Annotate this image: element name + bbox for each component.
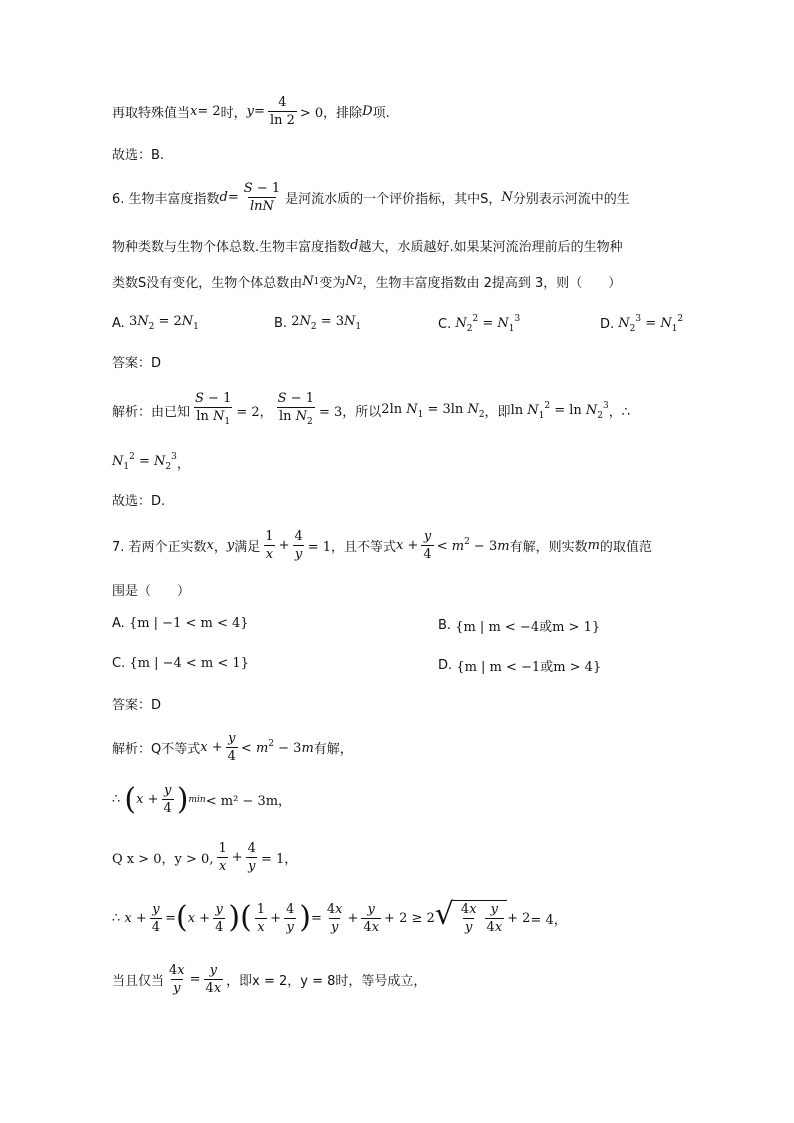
text: 时， — [220, 106, 247, 121]
text: 围是（ ） — [112, 584, 191, 599]
math-text: = 2， — [236, 405, 273, 420]
q6-line-2 — [112, 236, 692, 255]
text: 是河流水质的一个评价指标，其中S， — [285, 192, 502, 207]
therefore-symbol: ∴ — [112, 792, 121, 807]
math-var: x — [190, 104, 198, 119]
option-letter: D. — [438, 658, 453, 673]
math-var: N — [345, 274, 357, 289]
option-value: {m | m < −4或m > 1} — [455, 620, 601, 635]
text: 有解，则实数 — [509, 540, 588, 555]
math-expr: 2ln $N_1 = 3\ln$ $N_2$ — [381, 401, 485, 420]
fraction: $\frac{y}{4x}$ — [205, 963, 222, 996]
fraction: $\frac{y}{4x}$ — [363, 901, 380, 935]
denominator: $\ln N_2$ — [277, 407, 315, 431]
q6-option-b[interactable] — [274, 314, 361, 332]
square-root: √ $\frac{4x}{y}$ $\frac{y}{4x}$ — [435, 900, 507, 936]
q7-solution-line-1 — [112, 730, 692, 765]
option-letter: A. — [112, 616, 125, 631]
text: 答案：D — [112, 698, 162, 713]
text: 类数S没有变化，生物个体总数由 — [112, 276, 303, 291]
math-text: = 4， — [530, 912, 567, 928]
text: 越大，水质越好.如果某河流治理前后的生物种 — [358, 240, 623, 255]
fraction: $\frac{y}{4}$ — [227, 731, 236, 764]
q6-line-1 — [112, 180, 692, 215]
option-value: {m | m < −1或m > 4} — [456, 660, 602, 675]
fraction: $\frac{1}{x}$ — [265, 529, 274, 562]
math-var: D — [362, 104, 373, 119]
math-var: y — [246, 104, 255, 119]
fraction: $\frac{4x}{y}$ — [326, 901, 343, 935]
fraction: $\frac{1}{x}$ — [218, 841, 227, 874]
subscript: 2 — [356, 276, 363, 287]
q7-line-2 — [112, 580, 692, 599]
q6-solution-line-2 — [112, 452, 692, 472]
q6-answer — [112, 352, 692, 371]
text: 当且仅当 — [112, 974, 165, 989]
text: ，生物丰富度指数由 2提高到 3，则（ ） — [362, 276, 622, 291]
q6-option-a[interactable] — [112, 314, 199, 332]
text: 满足 — [234, 540, 261, 555]
q7-solution-line-4: ∴ x + $\frac{y}{4}$ = ( x + $\frac{y}{4}$ ) ( $\frac{1}{x}$ + $\frac{4}{y}$ ) = $\frac{4x}{y}$ + $\frac{y}{4x}$ + 2 ≥ 2 √ $\frac{4x}{y}$ $\frac{y}{4x}$ + 2 = 4， — [112, 897, 567, 935]
text: ，∴ — [608, 405, 631, 420]
text: 有解， — [313, 742, 353, 757]
q7-solution-line-2: ∴ ( x + $\frac{y}{4}$ ) min < m² − 3m， — [112, 781, 292, 817]
text: ， — [176, 456, 190, 472]
text: ， — [213, 540, 227, 555]
fraction: $\frac{y}{4}$ — [151, 901, 161, 935]
text: 7. 若两个正实数 — [112, 540, 207, 555]
text: 变为 — [319, 276, 346, 291]
math-text: − 1 — [252, 181, 281, 196]
text: 项. — [372, 106, 390, 121]
fraction — [242, 180, 282, 215]
text: 故选：B. — [112, 148, 165, 163]
fraction: $\frac{4}{y}$ — [294, 529, 303, 562]
fraction: $\frac{y}{4}$ — [423, 529, 432, 562]
q6-option-c[interactable] — [438, 314, 520, 334]
fraction — [276, 390, 316, 431]
math-expr: < $m^2 - 3m$ — [240, 739, 314, 756]
text: 再取特殊值当 — [112, 106, 191, 121]
option-letter: C. — [438, 316, 452, 332]
q7-option-c[interactable] — [112, 656, 249, 671]
option-math: $3N_2 = 2N_1$ — [128, 314, 199, 332]
option-math: $2N_2 = 3N_1$ — [291, 314, 362, 332]
math-text: < m² − 3m， — [205, 794, 292, 809]
fraction — [268, 94, 297, 129]
math-var: N — [501, 190, 513, 205]
text-line-special-value — [112, 94, 692, 129]
fraction: $\frac{4x}{y}$ — [169, 963, 185, 996]
math-expr: x + — [200, 740, 223, 755]
therefore-symbol: ∴ — [112, 910, 121, 926]
fraction: $\frac{1}{x}$ — [256, 901, 266, 935]
q6-line-3 — [112, 272, 692, 291]
math-text: = 2 — [197, 104, 221, 119]
q7-answer — [112, 694, 692, 713]
text: ，即x = 2，y = 8时，等号成立， — [226, 974, 427, 989]
q6-conclusion — [112, 490, 692, 509]
math-var: S — [243, 181, 253, 196]
text: 6. 生物丰富度指数 — [112, 192, 220, 207]
option-letter: D. — [600, 316, 615, 332]
math-text: > 0，排除 — [299, 106, 363, 121]
numerator: 4 — [278, 95, 287, 110]
math-expr: $\ln N_1^2 = \ln N_2^3$ — [510, 400, 609, 421]
denominator: $\ln N_1$ — [194, 407, 232, 431]
q6-option-d[interactable] — [600, 314, 683, 334]
q6-solution-line-1 — [112, 390, 692, 431]
math-text: = 3，所以 — [319, 405, 382, 420]
q7-solution-line-5: 当且仅当 $\frac{4x}{y}$ = $\frac{y}{4x}$ ，即x = 2，y = 8时，等号成立， — [112, 963, 427, 996]
subscript-min: min — [188, 794, 206, 805]
math-var: m — [587, 538, 600, 553]
math-expr: x + — [396, 538, 419, 553]
text: 分别表示河流中的生 — [512, 192, 630, 207]
math-text: Q x > 0，y > 0, — [112, 852, 214, 867]
denominator: lnN — [250, 199, 274, 214]
text: 的取值范 — [599, 540, 652, 555]
q7-option-d[interactable] — [438, 656, 601, 675]
fraction: $\frac{4}{y}$ — [247, 841, 256, 874]
math-var: d — [350, 238, 359, 253]
math-var: y — [226, 538, 235, 553]
fraction: $\frac{y}{4}$ — [163, 783, 172, 816]
option-letter: A. — [112, 315, 125, 331]
text: 解析： — [112, 742, 152, 757]
option-math: $N_2^3 = N_1^2$ — [618, 314, 684, 334]
option-value: {m | −4 < m < 1} — [129, 656, 249, 671]
math-expr: < $m^2 - 3m$ — [436, 537, 510, 554]
math-text: = — [254, 104, 265, 119]
text-line-choose-b — [112, 144, 692, 163]
q7-line-1: 7. 若两个正实数 x ， y 满足 $\frac{1}{x}$ + $\frac{4}{y}$ = 1，且不等式 x + $\frac{y}{4}$ < $m^2 - 3m$ 有解，则实数 m 的取值范 — [112, 529, 652, 562]
math-var: N — [302, 274, 314, 289]
option-letter: C. — [112, 656, 126, 671]
fraction — [193, 390, 233, 431]
subscript: 1 — [313, 276, 320, 287]
q7-option-b[interactable] — [438, 616, 600, 635]
numerator — [242, 180, 282, 197]
numerator: S − 1 — [195, 391, 232, 406]
q7-solution-line-3: Q x > 0，y > 0, $\frac{1}{x}$ + $\frac{4}{y}$ = 1， — [112, 841, 298, 874]
option-value: {m | −1 < m < 4} — [128, 616, 249, 631]
text: 故选：D. — [112, 494, 166, 509]
denominator: ln 2 — [269, 113, 295, 128]
fraction: $\frac{4}{y}$ — [285, 901, 295, 935]
numerator: S − 1 — [277, 391, 314, 406]
option-letter: B. — [274, 315, 288, 331]
q7-option-a[interactable] — [112, 616, 249, 631]
fraction: $\frac{y}{4}$ — [215, 901, 224, 935]
math-text: = 1，且不等式 — [307, 540, 397, 555]
option-letter: B. — [438, 618, 452, 633]
math-expr: $N_1^2 = N_2^3$ — [112, 452, 177, 472]
option-math: $N_2^2 = N_1^3$ — [455, 314, 521, 334]
text: 解析：由已知 — [112, 405, 191, 420]
math-var: d — [219, 190, 228, 205]
text: 物种类数与生物个体总数.生物丰富度指数 — [112, 240, 351, 255]
math-var: x — [206, 538, 214, 553]
text: ，即 — [484, 405, 511, 420]
text: 答案：D — [112, 356, 162, 371]
math-text: = 1， — [260, 852, 298, 867]
math-text: = — [227, 190, 239, 205]
text: Q不等式 — [151, 742, 201, 757]
